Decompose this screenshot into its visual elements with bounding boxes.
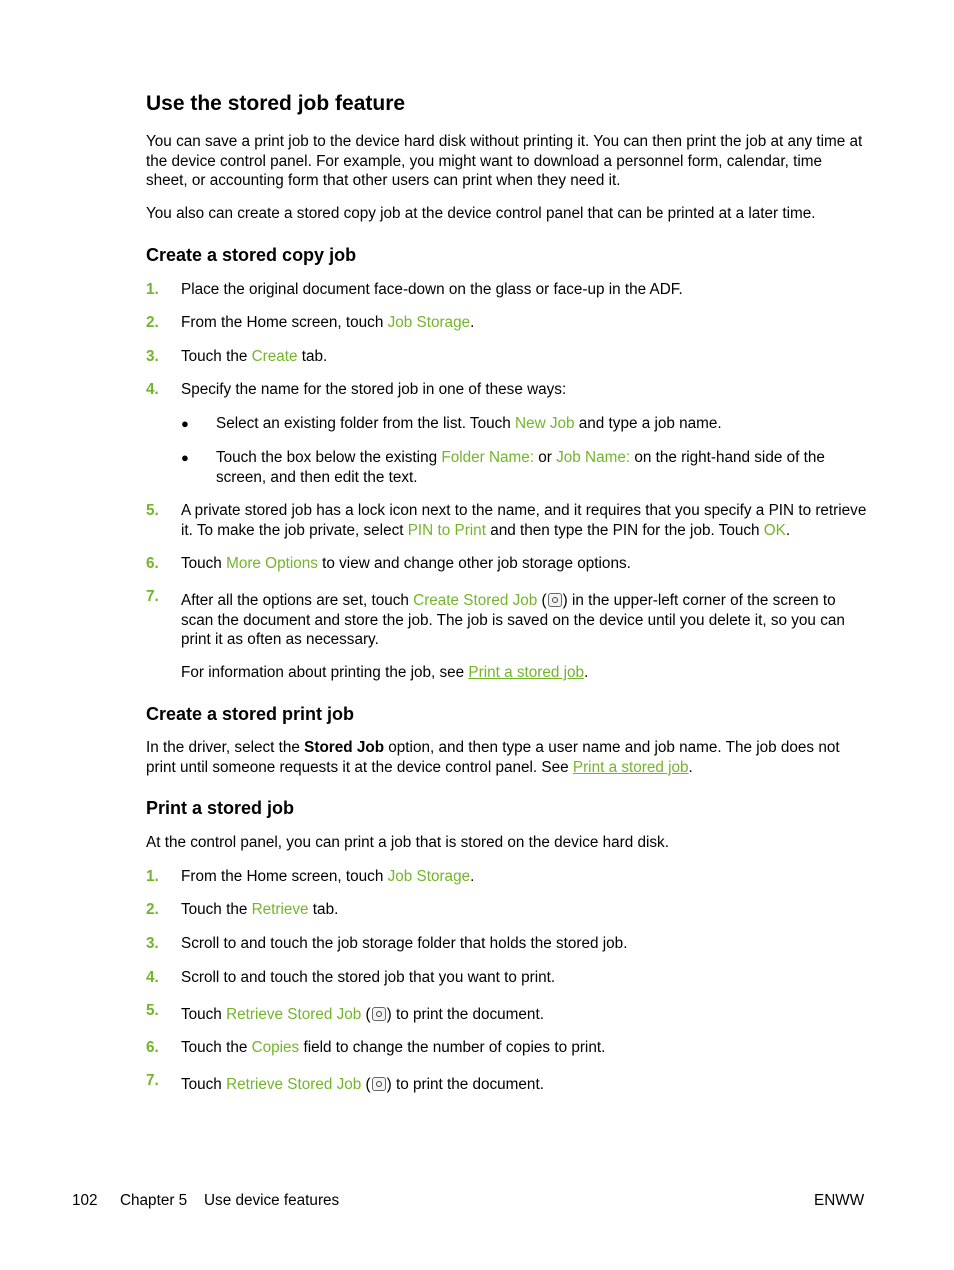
retrieve-intro: At the control panel, you can print a job that is stored on the device hard disk. (146, 834, 669, 851)
step-text: After all the options are set, touch (181, 592, 414, 609)
retrieve-step-6 (181, 1038, 871, 1058)
step-text: . (470, 314, 475, 331)
print-stored-job-link[interactable]: Print a stored job (468, 664, 585, 681)
step-text: Touch the (181, 348, 252, 365)
copy-step-3 (181, 347, 871, 367)
step-text: ) in the upper-left corner of the screen to scan the document and store the job. The job is saved on the device until you delete it, so you can print it as often as necessary. (181, 592, 845, 648)
page-title: Use the stored job feature (146, 92, 406, 115)
footer-section: Use device features (204, 1192, 340, 1209)
step-text: Touch (181, 1076, 227, 1093)
new-job-button-ref: New Job (515, 415, 575, 432)
retrieve-stored-job-ref: Retrieve Stored Job (226, 1076, 362, 1093)
job-name-field-ref: Job Name: (556, 449, 631, 466)
step-text: and then type the PIN for the job. Touch (485, 521, 764, 539)
step-text: field to change the number of copies to print. (299, 1039, 606, 1056)
retrieve-step-2 (181, 900, 871, 920)
step-text: From the Home screen, touch (181, 314, 388, 331)
intro-paragraph-2: You also can create a stored copy job at the device control panel that can be printed at a later time. (146, 205, 816, 222)
step-text: to view and change other job storage options. (317, 555, 631, 572)
step-number: 5. (146, 1002, 159, 1019)
print-stored-job-link[interactable]: Print a stored job (572, 758, 689, 776)
copy-step-4: Specify the name for the stored job in one of these ways: (181, 381, 567, 398)
step-number: 3. (146, 935, 159, 952)
step-text: From the Home screen, touch (181, 868, 388, 885)
step-text: ) to print the document. (386, 1076, 544, 1093)
step-text: ( (537, 592, 547, 609)
heading-create-stored-copy-job: Create a stored copy job (146, 245, 357, 265)
paragraph-text: . (688, 758, 693, 776)
intro-paragraph-1: You can save a print job to the device hard disk without printing it. You can then print the job at any time at the device control panel. For example, you might want to download a personnel form, calendar, time sheet, or accounting form that other users can print when they need it. (146, 133, 863, 189)
step-text: Touch the box below the existing (216, 449, 442, 466)
step-number: 6. (146, 1039, 159, 1056)
folder-name-field-ref: Folder Name: (441, 449, 535, 466)
step-text: and type a job name. (574, 415, 722, 432)
step-number: 5. (146, 502, 159, 519)
copies-field-ref: Copies (251, 1039, 300, 1056)
step-text: Touch the (181, 1039, 252, 1056)
pin-to-print-ref: PIN to Print (407, 521, 486, 539)
step-text: ( (361, 1076, 371, 1093)
bullet-marker: ● (181, 416, 189, 431)
step-text: A private stored job has a lock icon next to the name, and it requires that you specify a PIN to retrieve it. To make the job private, select (181, 502, 867, 539)
copy-step-4-bullet-1 (216, 414, 866, 434)
step-number: 2. (146, 314, 159, 331)
step-text: or (534, 449, 557, 466)
retrieve-tab-ref: Retrieve (251, 901, 309, 918)
step-number: 4. (146, 969, 159, 986)
step-number: 7. (146, 1072, 159, 1089)
retrieve-step-1 (181, 867, 871, 887)
job-storage-button-ref: Job Storage (387, 868, 471, 885)
step-text: . (584, 664, 589, 681)
more-options-ref: More Options (226, 555, 318, 572)
copy-step-7 (181, 591, 871, 650)
step-text: tab. (308, 901, 339, 918)
copy-step-5 (181, 501, 871, 540)
start-button-icon (372, 1007, 386, 1021)
step-number: 2. (146, 901, 159, 918)
step-text: Select an existing folder from the list. Touch (216, 415, 516, 432)
step-text: Touch the (181, 901, 252, 918)
step-text: Touch (181, 555, 227, 572)
copy-step-7-note (181, 663, 871, 683)
paragraph-text: In the driver, select the (146, 739, 305, 756)
stored-job-option-ref: Stored Job (304, 739, 385, 756)
step-text: ( (361, 1006, 371, 1023)
step-number: 4. (146, 381, 159, 398)
step-text: ) to print the document. (386, 1006, 544, 1023)
retrieve-step-7 (181, 1075, 871, 1095)
print-job-paragraph (146, 738, 866, 777)
paragraph-text: option, and then type a user name and job name. The job does not print until someone requests it at the device control panel. See (146, 739, 840, 776)
start-button-icon (372, 1077, 386, 1091)
ok-button-ref: OK (763, 521, 786, 539)
create-stored-job-ref: Create Stored Job (413, 592, 538, 609)
step-text: . (470, 868, 475, 885)
copy-step-6 (181, 554, 871, 574)
job-storage-button-ref: Job Storage (387, 314, 471, 331)
retrieve-step-4: Scroll to and touch the stored job that you want to print. (181, 969, 556, 986)
copy-step-4-bullet-2 (216, 448, 866, 487)
step-text: tab. (297, 348, 328, 365)
retrieve-step-3: Scroll to and touch the job storage folder that holds the stored job. (181, 935, 628, 952)
retrieve-stored-job-ref: Retrieve Stored Job (226, 1006, 362, 1023)
bullet-marker: ● (181, 450, 189, 465)
start-button-icon (548, 593, 562, 607)
footer-chapter: Chapter 5 (120, 1192, 188, 1209)
step-text: . (785, 521, 791, 539)
footer-page-number: 102 (72, 1192, 98, 1209)
heading-print-stored-job: Print a stored job (146, 798, 295, 818)
step-text: Touch (181, 1006, 227, 1023)
step-number: 6. (146, 555, 159, 572)
heading-create-stored-print-job: Create a stored print job (146, 704, 355, 724)
step-number: 1. (146, 281, 159, 298)
step-number: 3. (146, 348, 159, 365)
footer-enww: ENWW (814, 1192, 865, 1209)
copy-step-2 (181, 313, 871, 333)
retrieve-step-5 (181, 1005, 871, 1025)
step-text: on the right-hand side of the screen, and then edit the text. (216, 449, 825, 486)
create-tab-ref: Create (251, 348, 298, 365)
step-number: 7. (146, 588, 159, 605)
step-text: For information about printing the job, see (181, 664, 469, 681)
step-number: 1. (146, 868, 159, 885)
copy-step-1: Place the original document face-down on the glass or face-up in the ADF. (181, 281, 683, 298)
